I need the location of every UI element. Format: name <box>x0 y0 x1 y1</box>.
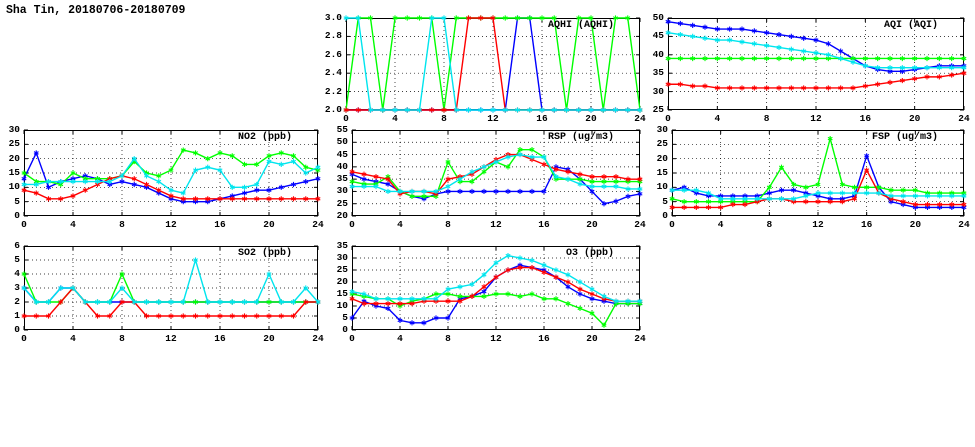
y-tick-label: 1 <box>14 310 20 321</box>
x-tick-label: 24 <box>634 219 646 230</box>
chart-aqhi <box>320 6 648 128</box>
chart-title-fsp: FSP (ug/m3) <box>871 132 938 143</box>
y-tick-label: 15 <box>656 167 668 178</box>
y-tick-label: 4 <box>14 268 20 279</box>
x-tick-label: 20 <box>585 113 597 124</box>
y-tick-label: 35 <box>652 67 664 79</box>
y-tick-label: 45 <box>336 148 348 160</box>
chart-title-no2: NO2 (ppb) <box>237 132 292 143</box>
x-tick-label: 24 <box>312 333 324 344</box>
x-tick-label: 12 <box>490 333 502 344</box>
x-tick-label: 4 <box>714 113 721 124</box>
y-tick-label: 5 <box>662 195 668 207</box>
y-tick-label: 0 <box>342 324 348 335</box>
x-tick-label: 24 <box>634 113 646 124</box>
x-tick-label: 16 <box>860 219 873 230</box>
x-tick-label: 4 <box>392 113 398 124</box>
y-tick-label: 30 <box>8 124 20 135</box>
x-tick-label: 12 <box>487 113 499 124</box>
y-tick-label: 20 <box>8 152 20 164</box>
x-tick-label: 12 <box>165 219 177 230</box>
y-tick-label: 3 <box>14 282 20 293</box>
y-tick-label: 25 <box>336 264 348 275</box>
y-tick-label: 35 <box>336 173 348 185</box>
x-tick-label: 20 <box>586 333 598 344</box>
y-tick-label: 10 <box>656 181 668 193</box>
x-tick-label: 12 <box>490 219 502 230</box>
x-tick-label: 20 <box>586 219 598 230</box>
x-tick-label: 24 <box>634 333 646 344</box>
x-tick-label: 16 <box>859 113 872 124</box>
y-tick-label: 3.0 <box>324 12 342 23</box>
chart-rsp <box>326 118 648 234</box>
y-tick-label: 40 <box>336 160 348 172</box>
y-tick-label: 2.0 <box>324 104 342 115</box>
x-tick-label: 20 <box>908 113 921 124</box>
x-tick-label: 16 <box>536 113 548 124</box>
y-tick-label: 35 <box>336 240 348 251</box>
y-tick-label: 45 <box>652 30 664 42</box>
y-tick-label: 10 <box>8 181 20 193</box>
x-tick-label: 0 <box>349 219 355 230</box>
x-tick-label: 8 <box>119 219 125 230</box>
y-tick-label: 30 <box>652 85 664 97</box>
x-tick-label: 8 <box>441 113 447 124</box>
x-tick-label: 16 <box>538 219 550 230</box>
x-tick-label: 24 <box>958 113 970 124</box>
x-tick-label: 16 <box>214 219 226 230</box>
x-tick-label: 20 <box>909 219 922 230</box>
y-tick-label: 5 <box>14 254 20 265</box>
y-tick-label: 10 <box>336 300 348 311</box>
chart-title-rsp: RSP (ug/m3) <box>547 132 614 143</box>
y-tick-label: 2.6 <box>324 48 342 60</box>
y-tick-label: 55 <box>336 124 348 135</box>
x-tick-label: 8 <box>763 113 770 124</box>
y-tick-label: 15 <box>336 288 348 299</box>
x-tick-label: 8 <box>766 219 773 230</box>
x-tick-label: 0 <box>21 219 27 230</box>
x-tick-label: 8 <box>445 333 451 344</box>
x-tick-label: 16 <box>538 333 550 344</box>
x-tick-label: 24 <box>958 219 970 230</box>
x-tick-label: 12 <box>810 113 822 124</box>
chart-title-aqi: AQI (AQI) <box>883 20 938 31</box>
x-tick-label: 4 <box>397 219 403 230</box>
x-tick-label: 0 <box>665 113 671 124</box>
y-tick-label: 50 <box>652 12 664 23</box>
y-tick-label: 2 <box>14 296 20 307</box>
y-tick-label: 2.4 <box>324 67 342 79</box>
x-tick-label: 16 <box>214 333 226 344</box>
x-tick-label: 0 <box>669 219 675 230</box>
y-tick-label: 30 <box>336 252 348 263</box>
chart-no2 <box>0 118 326 234</box>
y-tick-label: 25 <box>336 197 348 209</box>
x-tick-label: 4 <box>717 219 724 230</box>
x-tick-label: 0 <box>343 113 349 124</box>
x-tick-label: 12 <box>165 333 177 344</box>
y-tick-label: 0 <box>662 210 668 221</box>
y-tick-label: 20 <box>336 276 348 287</box>
chart-o3 <box>326 234 648 348</box>
x-tick-label: 24 <box>312 219 324 230</box>
y-tick-label: 5 <box>342 312 348 323</box>
y-tick-label: 0 <box>14 324 20 335</box>
y-tick-label: 6 <box>14 240 20 251</box>
x-tick-label: 20 <box>263 333 275 344</box>
y-tick-label: 20 <box>336 210 348 221</box>
x-tick-label: 0 <box>349 333 355 344</box>
y-tick-label: 30 <box>656 124 668 135</box>
y-tick-label: 2.2 <box>324 85 342 97</box>
x-tick-label: 8 <box>445 219 451 230</box>
chart-so2 <box>0 234 326 348</box>
y-tick-label: 25 <box>8 138 20 150</box>
y-tick-label: 20 <box>656 152 668 164</box>
y-tick-label: 2.8 <box>324 30 342 42</box>
y-tick-label: 25 <box>652 104 664 115</box>
y-tick-label: 0 <box>14 210 20 221</box>
x-tick-label: 4 <box>70 219 76 230</box>
page-title: Sha Tin, 20180706-20180709 <box>6 4 186 17</box>
x-tick-label: 20 <box>263 219 275 230</box>
x-tick-label: 12 <box>812 219 824 230</box>
x-tick-label: 4 <box>70 333 76 344</box>
x-tick-label: 4 <box>397 333 403 344</box>
y-tick-label: 40 <box>652 48 664 60</box>
chart-title-aqhi: AQHI (AQHI) <box>547 20 614 31</box>
y-tick-label: 30 <box>336 185 348 197</box>
x-tick-label: 8 <box>119 333 125 344</box>
chart-aqi <box>642 6 972 128</box>
y-tick-label: 50 <box>336 136 348 148</box>
chart-title-so2: SO2 (ppb) <box>237 248 292 259</box>
y-tick-label: 15 <box>8 167 20 178</box>
chart-fsp <box>646 118 972 234</box>
y-tick-label: 25 <box>656 138 668 150</box>
chart-title-o3: O3 (ppb) <box>565 248 614 259</box>
x-tick-label: 0 <box>21 333 27 344</box>
y-tick-label: 5 <box>14 195 20 207</box>
